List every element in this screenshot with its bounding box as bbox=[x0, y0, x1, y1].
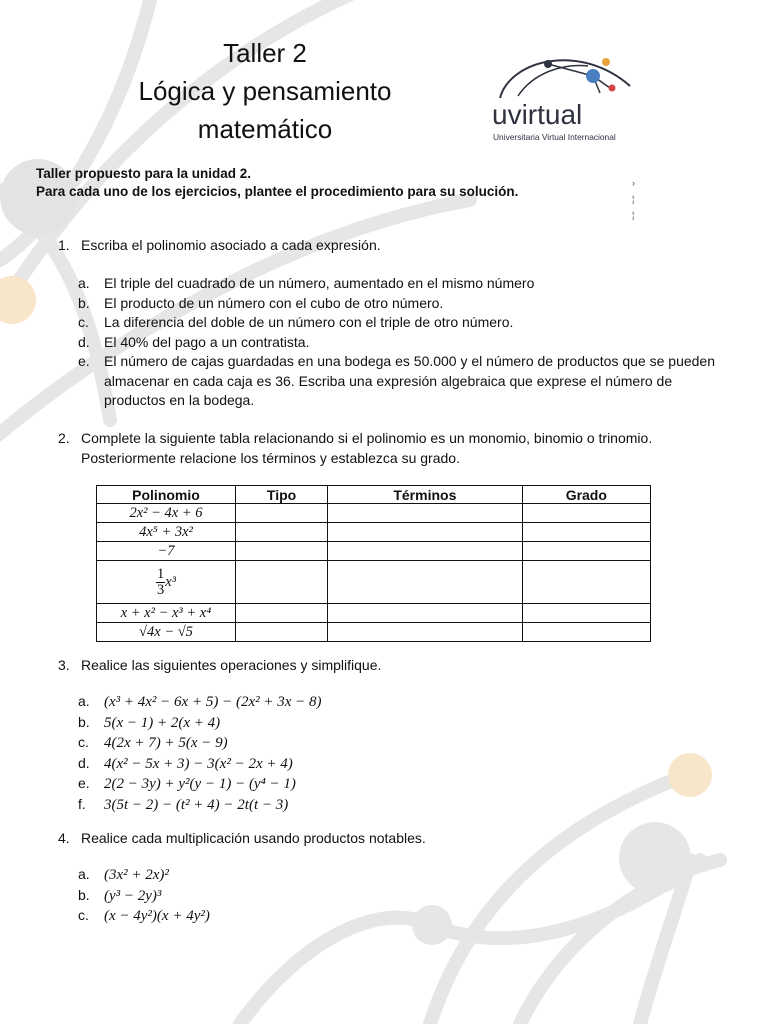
column-header: Términos bbox=[328, 486, 523, 504]
tipo-cell[interactable] bbox=[236, 542, 328, 561]
list-item: b. (y³ − 2y)³ bbox=[78, 886, 162, 904]
column-header: Grado bbox=[522, 486, 650, 504]
list-item: f. 3(5t − 2) − (t² + 4) − 2t(t − 3) bbox=[78, 795, 289, 813]
intro-line: Para cada uno de los ejercicios, plantee el procedimiento para su solución. bbox=[36, 184, 519, 199]
logo-subtitle: Universitaria Virtual Internacional bbox=[493, 132, 616, 142]
question-text: Escriba el polinomio asociado a cada expresión. bbox=[81, 237, 381, 253]
question-text: Realice las siguientes operaciones y simplifique. bbox=[81, 657, 382, 673]
tipo-cell[interactable] bbox=[236, 561, 328, 604]
question-4-items bbox=[78, 865, 718, 927]
question-2 bbox=[58, 428, 718, 468]
question-3 bbox=[58, 655, 718, 675]
terminos-cell[interactable] bbox=[328, 523, 523, 542]
polynomial-cell: √4x − √5 bbox=[97, 623, 236, 642]
polynomial-cell: x + x² − x³ + x⁴ bbox=[97, 604, 236, 623]
intro-line: Taller propuesto para la unidad 2. bbox=[36, 166, 252, 181]
tipo-cell[interactable] bbox=[236, 623, 328, 642]
column-header: Tipo bbox=[236, 486, 328, 504]
question-text: Realice cada multiplicación usando productos notables. bbox=[81, 830, 426, 846]
uvirtual-logo bbox=[488, 48, 648, 148]
question-1 bbox=[58, 235, 718, 255]
list-item: c. 4(2x + 7) + 5(x − 9) bbox=[78, 734, 228, 751]
title-line: Taller 2 bbox=[223, 38, 307, 68]
table-row bbox=[97, 623, 651, 642]
table-row bbox=[97, 542, 651, 561]
fraction: $\frac{1}{3}$ bbox=[156, 565, 165, 598]
terminos-cell[interactable] bbox=[328, 542, 523, 561]
list-item: d. El 40% del pago a un contratista. bbox=[78, 333, 310, 350]
grado-cell[interactable] bbox=[522, 523, 650, 542]
table-row bbox=[97, 604, 651, 623]
grado-cell[interactable] bbox=[522, 504, 650, 523]
list-item: c. La diferencia del doble de un número con el triple de otro número. bbox=[78, 314, 514, 330]
terminos-cell[interactable] bbox=[328, 504, 523, 523]
question-1-items bbox=[78, 274, 718, 411]
grado-cell[interactable] bbox=[522, 542, 650, 561]
question-number: 3. bbox=[58, 657, 70, 673]
list-item: e. El número de cajas guardadas en una bodega es 50.000 y el número de productos que se pueden almacenar en cada caja es 36. Escriba una expresión algebraica que exprese el número de productos en la bodega. bbox=[78, 353, 715, 408]
list-item: b. 5(x − 1) + 2(x + 4) bbox=[78, 713, 221, 731]
list-item: c. (x − 4y²)(x + 4y²) bbox=[78, 907, 210, 924]
table-row bbox=[97, 561, 651, 604]
question-number: 1. bbox=[58, 237, 70, 253]
terminos-cell[interactable] bbox=[328, 561, 523, 604]
table-row bbox=[97, 523, 651, 542]
question-number: 4. bbox=[58, 830, 70, 846]
question-3-items bbox=[78, 692, 718, 815]
table-row bbox=[97, 504, 651, 523]
question-number: 2. bbox=[58, 430, 70, 446]
grado-cell[interactable] bbox=[522, 623, 650, 642]
list-item: a. (x³ + 4x² − 6x + 5) − (2x² + 3x − 8) bbox=[78, 693, 322, 710]
list-item: e. 2(2 − 3y) + y²(y − 1) − (y⁴ − 1) bbox=[78, 775, 296, 792]
tipo-cell[interactable] bbox=[236, 604, 328, 623]
title-line: matemático bbox=[197, 114, 333, 144]
polynomial-table bbox=[96, 485, 651, 642]
title-line: Lógica y pensamiento bbox=[138, 76, 392, 106]
terminos-cell[interactable] bbox=[328, 623, 523, 642]
grado-cell[interactable] bbox=[522, 561, 650, 604]
question-4 bbox=[58, 828, 718, 848]
list-item: a. (3x² + 2x)² bbox=[78, 866, 169, 883]
polynomial-cell: 4x⁵ + 3x² bbox=[97, 523, 236, 542]
polynomial-cell: −7 bbox=[97, 542, 236, 561]
polynomial-cell: $\frac{1}{3}$ x³ bbox=[97, 561, 236, 604]
question-text: Complete la siguiente tabla relacionando si el polinomio es un monomio, binomio o trinomio. Posteriormente relacione los términos y establezca su grado. bbox=[81, 430, 653, 466]
list-item: d. 4(x² − 5x + 3) − 3(x² − 2x + 4) bbox=[78, 754, 293, 772]
grado-cell[interactable] bbox=[522, 604, 650, 623]
logo-text: uvirtual bbox=[492, 99, 583, 130]
tipo-cell[interactable] bbox=[236, 523, 328, 542]
tipo-cell[interactable] bbox=[236, 504, 328, 523]
margin-marks: › ¦ ¦ bbox=[632, 178, 635, 220]
table-header-row bbox=[97, 486, 651, 504]
column-header: Polinomio bbox=[97, 486, 236, 504]
intro-block bbox=[36, 165, 518, 201]
terminos-cell[interactable] bbox=[328, 604, 523, 623]
list-item: b. El producto de un número con el cubo de otro número. bbox=[78, 294, 444, 311]
polynomial-cell: 2x² − 4x + 6 bbox=[97, 504, 236, 523]
list-item: a. El triple del cuadrado de un número, aumentado en el mismo número bbox=[78, 275, 535, 291]
document-title bbox=[120, 34, 410, 148]
